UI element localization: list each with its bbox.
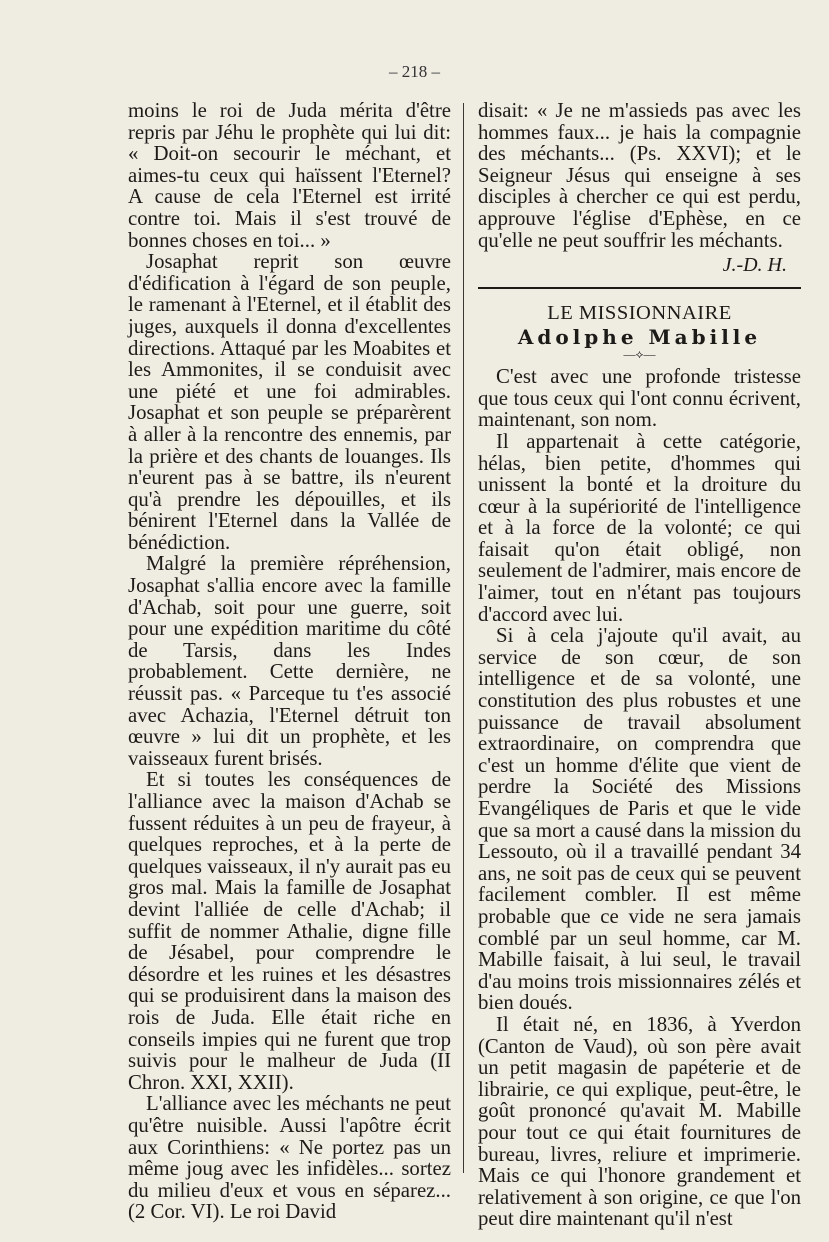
paragraph: Si à cela j'ajoute qu'il avait, au service de son cœur, de son intelligence et de sa volonté, une constitution des plus robustes et une puissance de travail absolument extraordinaire, on comprendra que c'est un homme d'élite que vient de perdre la Société des Missions Evangéliques de Paris et que le vide que sa mort a causé dans la mission du Lessouto, où il a travaillé pendant 34 ans, ne soit pas de ceux qui se peuvent facilement combler. Il est même probable que ce vide ne sera jamais comblé par un seul homme, car M. Mabille faisait, à lui seul, le travail d'au moins trois missionnaires zélés et bien doués. xyxy=(478,624,801,1015)
author-signature: J.-D. H. xyxy=(722,254,787,277)
paragraph: moins le roi de Juda mérita d'être repris par Jéhu le prophète qui lui dit: « Doit-on secourir le méchant, et aimes-tu ceux qui haïssent l'Eternel? A cause de cela l'Eternel est irrité contre toi. Mais il s'est trouvé de bonnes choses en toi... » xyxy=(128,99,451,252)
paragraph: Josaphat reprit son œuvre d'édification à l'égard de son peuple, le ramenant à l'Eternel, et il établit des juges, auxquels il donna d'excellentes directions. Attaqué par les Moabites et les Ammonites, il se conduisit avec une piété et une foi admirables. Josaphat et son peuple se préparèrent à aller à la rencontre des ennemis, par la prière et des chants de louanges. Ils n'eurent pas à se battre, ils n'eurent qu'à prendre les dépouilles, et ils bénirent l'Eternel dans la Vallée de bénédiction. xyxy=(128,250,451,554)
paragraph: C'est avec une profonde tristesse que tous ceux qui l'ont connu écrivent, maintenant, son nom. xyxy=(478,365,801,432)
paragraph: Il était né, en 1836, à Yverdon (Canton de Vaud), où son père avait un petit magasin de papéterie et de librairie, ce qui explique, peut-être, le goût prononcé qu'avait M. Mabille pour tout ce qui était fournitures de bureau, livres, reliure et imprimerie. Mais ce qui l'honore grandement et relativement à son origine, ce que l'on peut dire maintenant qu'il n'est xyxy=(478,1012,801,1231)
section-title: LE MISSIONNAIRE xyxy=(547,301,732,324)
paragraph: L'alliance avec les méchants ne peut qu'être nuisible. Aussi l'apôtre écrit aux Corinthiens: « Ne portez pas un même joug avec les infidèles... sortez du milieu d'eux et vous en séparez... (2 Cor. VI). Le roi David xyxy=(128,1092,451,1224)
ornament-icon: —⟡— xyxy=(623,347,656,362)
section-rule xyxy=(478,287,801,289)
left-column xyxy=(128,100,451,1223)
page-number: – 218 – xyxy=(389,62,440,81)
right-column xyxy=(478,100,801,1230)
paragraph: Malgré la première répréhension, Josaphat s'allia encore avec la famille d'Achab, soit pour une guerre, soit pour une expédition maritime du côté de Tarsis, dans les Indes probablement. Cette dernière, ne réussit pas. « Parceque tu t'es associé avec Achazia, l'Eternel détruit ton œuvre » lui dit un prophète, et les vaisseaux furent brisés. xyxy=(128,552,451,770)
paragraph: Il appartenait à cette catégorie, hélas, bien petite, d'hommes qui unissent la bonté et la droiture du cœur à la supériorité de l'intelligence et à la force de la volonté; ce qui faisait qu'on était obligé, non seulement de l'admirer, mais encore de l'aimer, tout en n'étant pas toujours d'accord avec lui. xyxy=(478,429,801,626)
paragraph: disait: « Je ne m'assieds pas avec les hommes faux... je hais la compagnie des méchants... (Ps. XXVI); et le Seigneur Jésus qui enseigne à ses disciples à chercher ce qui est perdu, approuve l'église d'Ephèse, en ce qu'elle ne peut souffrir les méchants. xyxy=(478,99,801,252)
paragraph: Et si toutes les conséquences de l'alliance avec la maison d'Achab se fussent réduites à un peu de frayeur, à quelques reproches, et à la perte de quelques vaisseaux, il n'y aurait pas eu gros mal. Mais la famille de Josaphat devint l'alliée de celle d'Achab; il suffit de nommer Athalie, digne fille de Jésabel, pour comprendre le désordre et les ruines et les désastres qui se produisirent dans la maison des rois de Juda. Elle était riche en conseils impies qui ne furent que trop suivis pour le malheur de Juda (II Chron. XXI, XXII). xyxy=(128,768,451,1094)
column-divider xyxy=(463,103,464,1173)
section-subtitle: Adolphe Mabille xyxy=(517,324,762,349)
